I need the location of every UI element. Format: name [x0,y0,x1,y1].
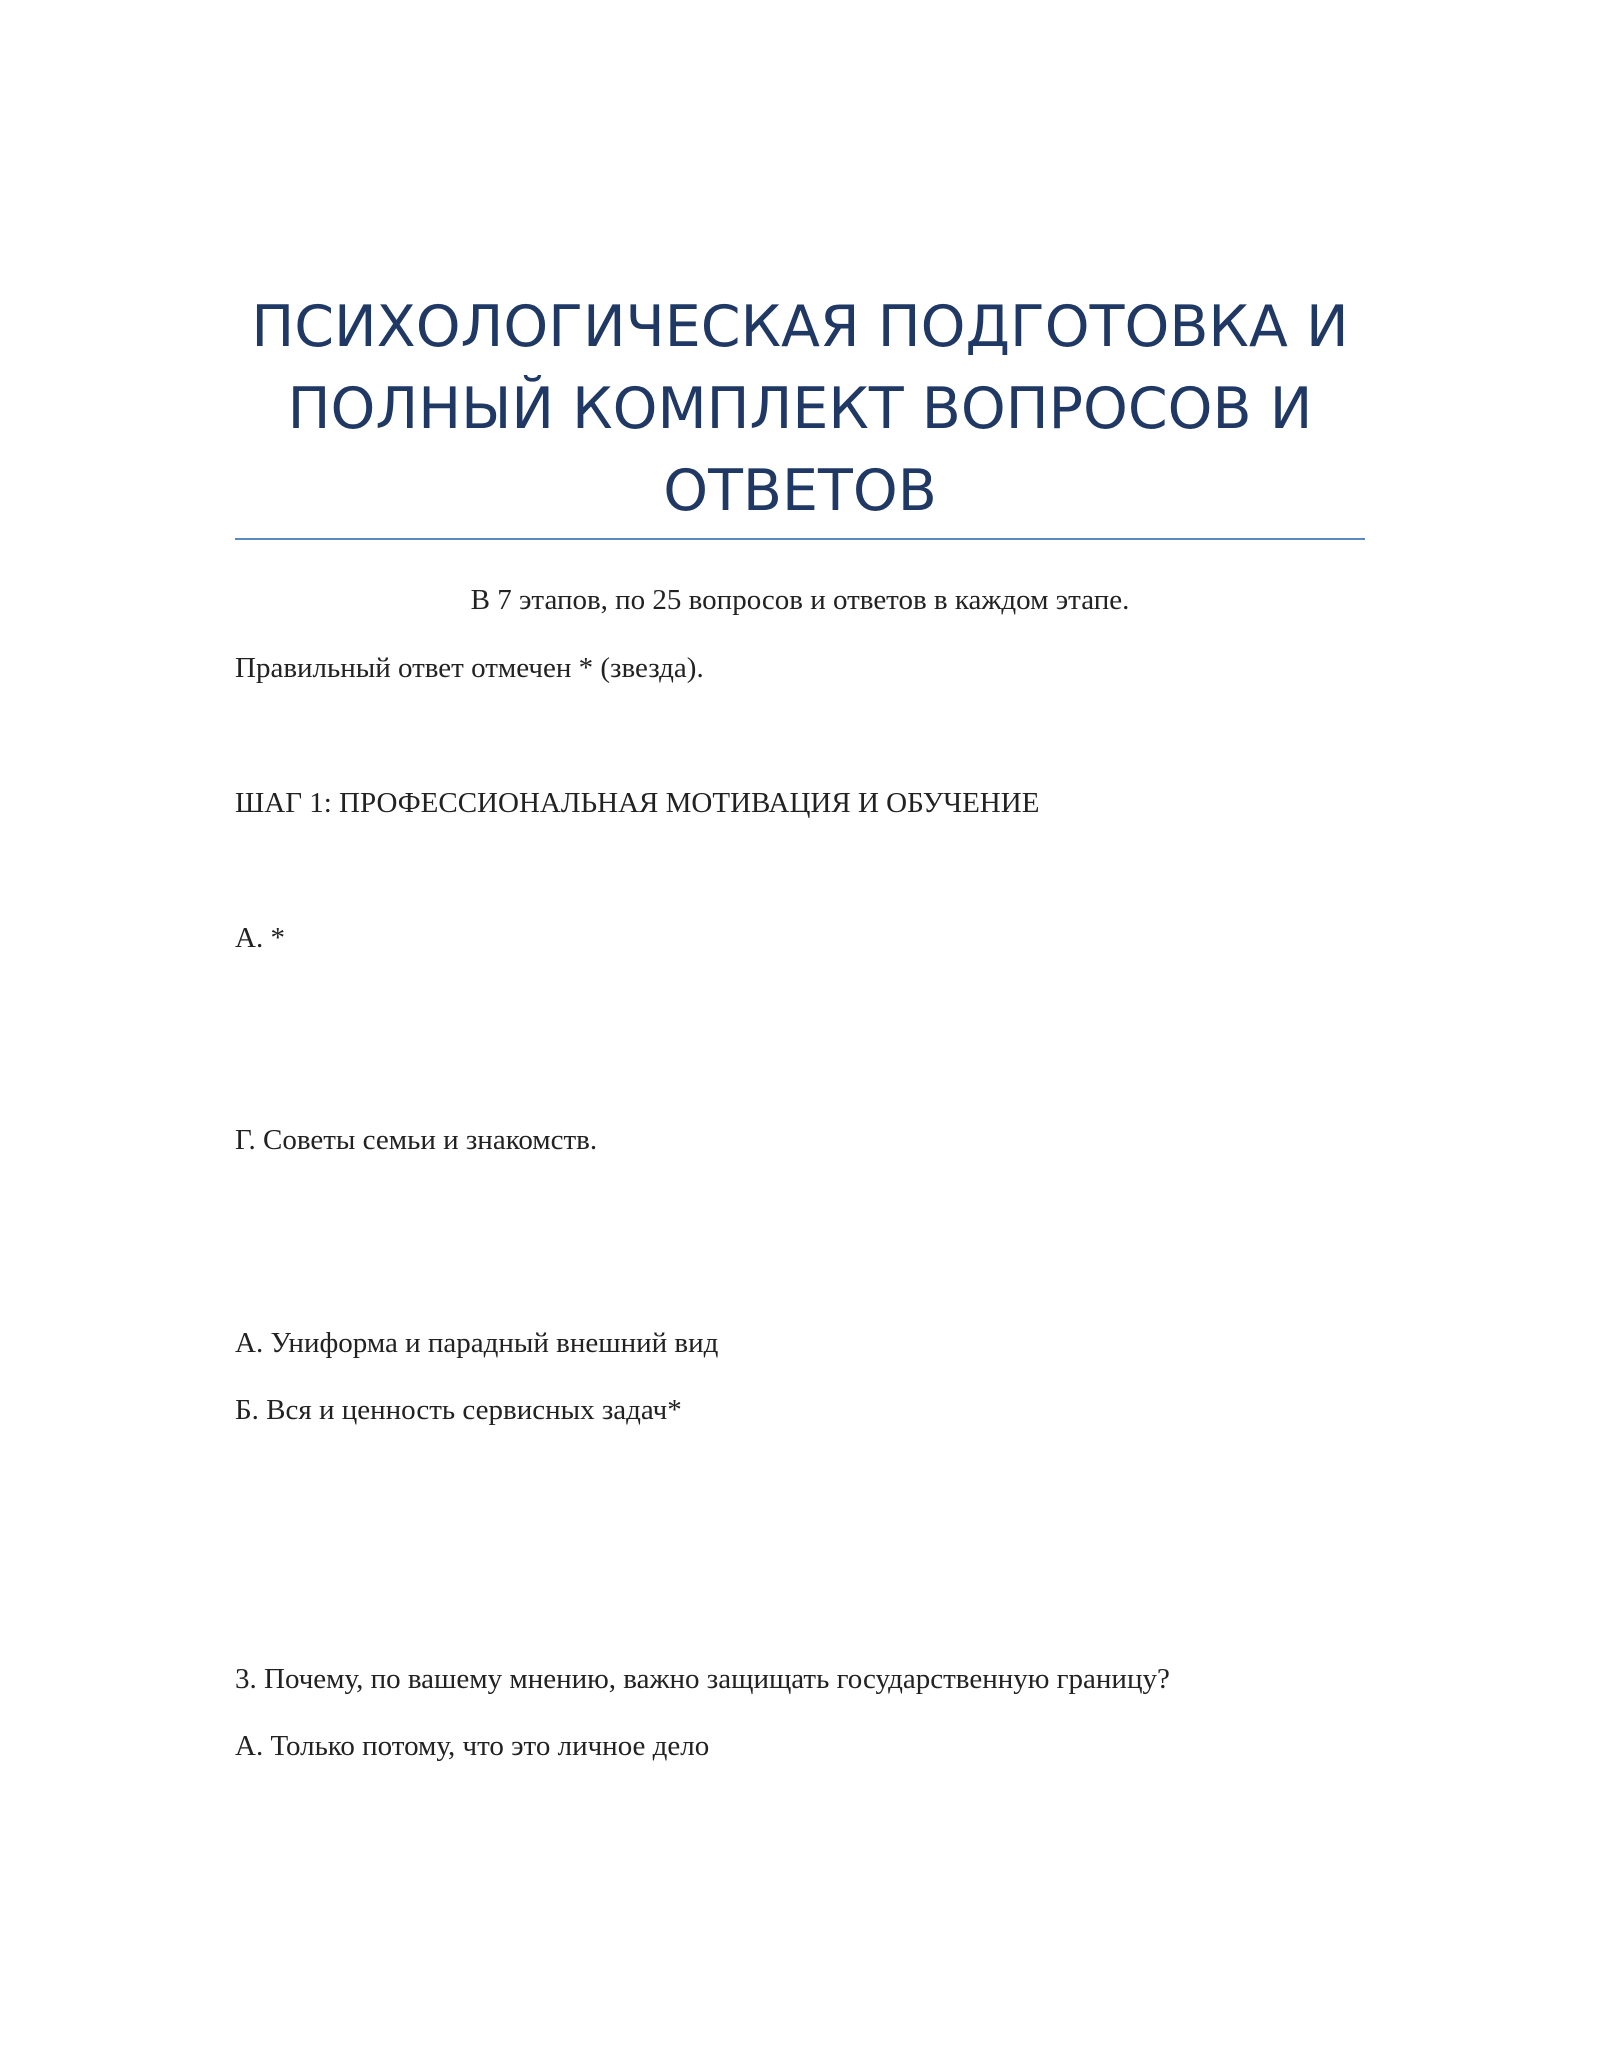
document-title: ПСИХОЛОГИЧЕСКАЯ ПОДГОТОВКА И ПОЛНЫЙ КОМПЛЕКТ ВОПРОСОВ И ОТВЕТОВ [251,294,1349,524]
document-subtitle: В 7 этапов, по 25 вопросов и ответов в каждом этапе. [470,584,1130,616]
answer-option: А. Униформа и парадный внешний вид [235,1327,719,1359]
question-text: 3. Почему, по вашему мнению, важно защищать государственную границу? [235,1663,1170,1695]
answer-key-note: Правильный ответ отмечен * (звезда). [235,652,704,684]
answer-option: Б. Вся и ценность сервисных задач* [235,1394,682,1426]
step-heading: ШАГ 1: ПРОФЕССИОНАЛЬНАЯ МОТИВАЦИЯ И ОБУЧЕНИЕ [235,787,1040,819]
answer-option: Г. Советы семьи и знакомств. [235,1124,598,1156]
answer-option: А. * [235,922,285,954]
title-divider [235,538,1365,540]
answer-option: А. Только потому, что это личное дело [235,1730,710,1762]
